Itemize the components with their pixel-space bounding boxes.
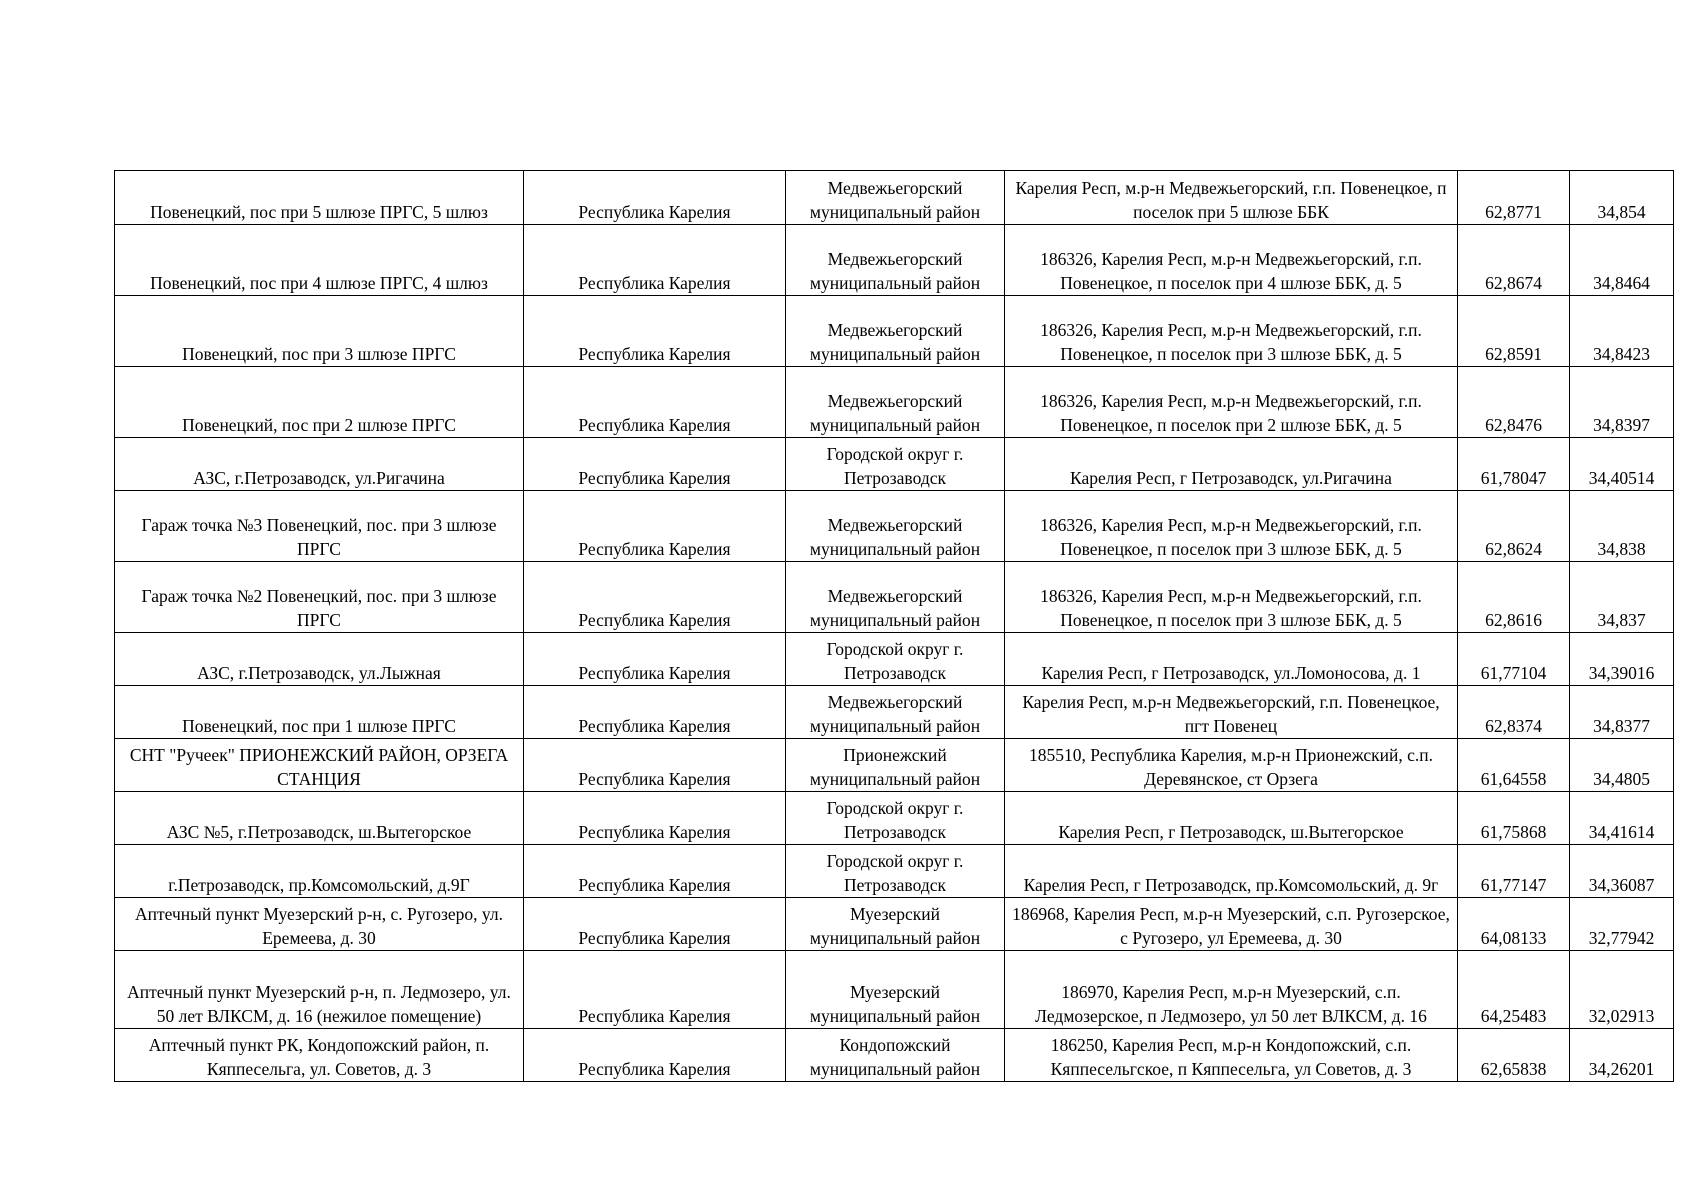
cell-lat: 62,8674 — [1458, 225, 1570, 296]
cell-name: г.Петрозаводск, пр.Комсомольский, д.9Г — [115, 845, 524, 898]
cell-address: 186326, Карелия Респ, м.р-н Медвежьегорский, г.п. Повенецкое, п поселок при 3 шлюзе ББК, д. 5 — [1005, 296, 1458, 367]
cell-address: Карелия Респ, м.р-н Медвежьегорский, г.п. Повенецкое, пгт Повенец — [1005, 686, 1458, 739]
cell-name: Аптечный пункт Муезерский р-н, с. Ругозеро, ул. Еремеева, д. 30 — [115, 898, 524, 951]
table-row — [115, 296, 1674, 367]
cell-address: 186326, Карелия Респ, м.р-н Медвежьегорский, г.п. Повенецкое, п поселок при 2 шлюзе ББК, д. 5 — [1005, 367, 1458, 438]
cell-region: Республика Карелия — [524, 898, 786, 951]
cell-district: Медвежьегорский муниципальный район — [786, 367, 1005, 438]
cell-region: Республика Карелия — [524, 792, 786, 845]
cell-district: Кондопожский муниципальный район — [786, 1029, 1005, 1082]
cell-region: Республика Карелия — [524, 491, 786, 562]
cell-lon: 34,8397 — [1570, 367, 1674, 438]
table-row — [115, 438, 1674, 491]
cell-lat: 64,08133 — [1458, 898, 1570, 951]
cell-district: Медвежьегорский муниципальный район — [786, 686, 1005, 739]
cell-name: Гараж точка №3 Повенецкий, пос. при 3 шлюзе ПРГС — [115, 491, 524, 562]
cell-name: АЗС №5, г.Петрозаводск, ш.Вытегорское — [115, 792, 524, 845]
table-row — [115, 739, 1674, 792]
cell-region: Республика Карелия — [524, 739, 786, 792]
cell-name: Повенецкий, пос при 1 шлюзе ПРГС — [115, 686, 524, 739]
cell-district: Медвежьегорский муниципальный район — [786, 296, 1005, 367]
cell-name: Повенецкий, пос при 4 шлюзе ПРГС, 4 шлюз — [115, 225, 524, 296]
cell-lon: 32,77942 — [1570, 898, 1674, 951]
cell-name: Аптечный пункт Муезерский р-н, п. Ледмозеро, ул. 50 лет ВЛКСМ, д. 16 (нежилое помещение) — [115, 951, 524, 1029]
cell-region: Республика Карелия — [524, 562, 786, 633]
cell-address: 186970, Карелия Респ, м.р-н Муезерский, с.п. Ледмозерское, п Ледмозеро, ул 50 лет ВЛКСМ, д. 16 — [1005, 951, 1458, 1029]
table-body — [115, 171, 1674, 1082]
table-row — [115, 792, 1674, 845]
cell-district: Медвежьегорский муниципальный район — [786, 171, 1005, 225]
cell-address: 186326, Карелия Респ, м.р-н Медвежьегорский, г.п. Повенецкое, п поселок при 3 шлюзе ББК, д. 5 — [1005, 562, 1458, 633]
table-row — [115, 951, 1674, 1029]
table-row — [115, 898, 1674, 951]
cell-lon: 34,26201 — [1570, 1029, 1674, 1082]
cell-address: Карелия Респ, г Петрозаводск, ш.Вытегорское — [1005, 792, 1458, 845]
table-row — [115, 633, 1674, 686]
cell-address: 186326, Карелия Респ, м.р-н Медвежьегорский, г.п. Повенецкое, п поселок при 4 шлюзе ББК, д. 5 — [1005, 225, 1458, 296]
cell-lat: 61,64558 — [1458, 739, 1570, 792]
cell-lon: 34,4805 — [1570, 739, 1674, 792]
cell-lat: 62,8591 — [1458, 296, 1570, 367]
table-row — [115, 225, 1674, 296]
cell-lon: 34,41614 — [1570, 792, 1674, 845]
cell-district: Медвежьегорский муниципальный район — [786, 562, 1005, 633]
cell-lat: 61,77104 — [1458, 633, 1570, 686]
cell-name: Аптечный пункт РК, Кондопожский район, п. Кяппесельга, ул. Советов, д. 3 — [115, 1029, 524, 1082]
table-row — [115, 367, 1674, 438]
cell-name: Повенецкий, пос при 5 шлюзе ПРГС, 5 шлюз — [115, 171, 524, 225]
cell-district: Городской округ г. Петрозаводск — [786, 633, 1005, 686]
cell-district: Городской округ г. Петрозаводск — [786, 438, 1005, 491]
cell-lat: 62,8624 — [1458, 491, 1570, 562]
cell-lon: 34,36087 — [1570, 845, 1674, 898]
cell-region: Республика Карелия — [524, 367, 786, 438]
cell-region: Республика Карелия — [524, 225, 786, 296]
cell-district: Медвежьегорский муниципальный район — [786, 225, 1005, 296]
cell-address: 186968, Карелия Респ, м.р-н Муезерский, с.п. Ругозерское, с Ругозеро, ул Еремеева, д. 30 — [1005, 898, 1458, 951]
cell-lon: 32,02913 — [1570, 951, 1674, 1029]
cell-district: Муезерский муниципальный район — [786, 898, 1005, 951]
cell-district: Прионежский муниципальный район — [786, 739, 1005, 792]
cell-name: СНТ "Ручеек" ПРИОНЕЖСКИЙ РАЙОН, ОРЗЕГА СТАНЦИЯ — [115, 739, 524, 792]
cell-lon: 34,8377 — [1570, 686, 1674, 739]
cell-lon: 34,40514 — [1570, 438, 1674, 491]
cell-lat: 61,77147 — [1458, 845, 1570, 898]
cell-address: Карелия Респ, г Петрозаводск, пр.Комсомольский, д. 9г — [1005, 845, 1458, 898]
table-row — [115, 686, 1674, 739]
cell-name: Повенецкий, пос при 3 шлюзе ПРГС — [115, 296, 524, 367]
cell-address: 186326, Карелия Респ, м.р-н Медвежьегорский, г.п. Повенецкое, п поселок при 3 шлюзе ББК, д. 5 — [1005, 491, 1458, 562]
cell-address: Карелия Респ, г Петрозаводск, ул.Ломоносова, д. 1 — [1005, 633, 1458, 686]
cell-district: Муезерский муниципальный район — [786, 951, 1005, 1029]
cell-name: Повенецкий, пос при 2 шлюзе ПРГС — [115, 367, 524, 438]
cell-lon: 34,39016 — [1570, 633, 1674, 686]
cell-lat: 61,75868 — [1458, 792, 1570, 845]
cell-address: Карелия Респ, г Петрозаводск, ул.Ригачина — [1005, 438, 1458, 491]
cell-address: 185510, Республика Карелия, м.р-н Прионежский, с.п. Деревянское, ст Орзега — [1005, 739, 1458, 792]
cell-name: Гараж точка №2 Повенецкий, пос. при 3 шлюзе ПРГС — [115, 562, 524, 633]
table-row — [115, 1029, 1674, 1082]
table-row — [115, 171, 1674, 225]
cell-lat: 62,8616 — [1458, 562, 1570, 633]
cell-lat: 62,65838 — [1458, 1029, 1570, 1082]
locations-table — [114, 170, 1674, 1082]
cell-region: Республика Карелия — [524, 296, 786, 367]
table-row — [115, 845, 1674, 898]
cell-address: 186250, Карелия Респ, м.р-н Кондопожский, с.п. Кяппесельгское, п Кяппесельга, ул Советов, д. 3 — [1005, 1029, 1458, 1082]
cell-lon: 34,8423 — [1570, 296, 1674, 367]
cell-name: АЗС, г.Петрозаводск, ул.Ригачина — [115, 438, 524, 491]
cell-lon: 34,8464 — [1570, 225, 1674, 296]
cell-district: Городской округ г. Петрозаводск — [786, 792, 1005, 845]
cell-region: Республика Карелия — [524, 686, 786, 739]
table-row — [115, 562, 1674, 633]
cell-lon: 34,837 — [1570, 562, 1674, 633]
cell-lat: 62,8374 — [1458, 686, 1570, 739]
cell-region: Республика Карелия — [524, 438, 786, 491]
cell-address: Карелия Респ, м.р-н Медвежьегорский, г.п. Повенецкое, п поселок при 5 шлюзе ББК — [1005, 171, 1458, 225]
cell-region: Республика Карелия — [524, 1029, 786, 1082]
table-row — [115, 491, 1674, 562]
cell-district: Городской округ г. Петрозаводск — [786, 845, 1005, 898]
cell-region: Республика Карелия — [524, 171, 786, 225]
cell-lat: 64,25483 — [1458, 951, 1570, 1029]
cell-lat: 62,8476 — [1458, 367, 1570, 438]
cell-name: АЗС, г.Петрозаводск, ул.Лыжная — [115, 633, 524, 686]
cell-region: Республика Карелия — [524, 951, 786, 1029]
cell-lon: 34,838 — [1570, 491, 1674, 562]
cell-district: Медвежьегорский муниципальный район — [786, 491, 1005, 562]
document-sheet — [114, 170, 1674, 1082]
cell-lat: 62,8771 — [1458, 171, 1570, 225]
cell-region: Республика Карелия — [524, 633, 786, 686]
cell-region: Республика Карелия — [524, 845, 786, 898]
cell-lon: 34,854 — [1570, 171, 1674, 225]
cell-lat: 61,78047 — [1458, 438, 1570, 491]
